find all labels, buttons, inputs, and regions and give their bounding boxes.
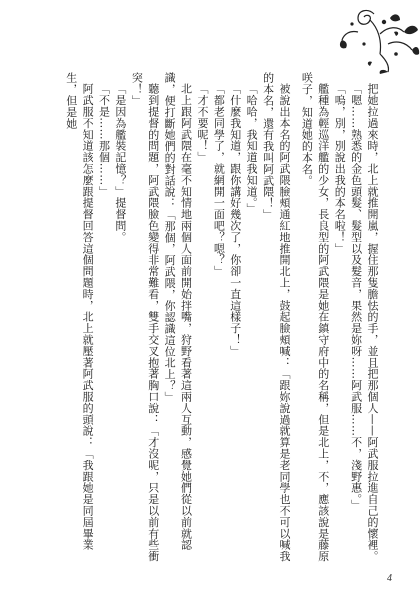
page-number: 4 (387, 573, 392, 584)
paragraph: 聽到提督的問題，阿武隈臉色變得非常難看，雙手交叉抱著胸口說：「才沒呢，只是以前有些衝突！」 (130, 72, 160, 562)
paragraph: 「哈哈，我知道我知道。」 (245, 83, 259, 215)
paragraph: 「嗯……熟悉的金色頭髮、髮型以及髮音，果然是妳呀……阿武服……不，淺野惠。」 (349, 83, 363, 511)
paragraph: 阿武服不知道該怎麼跟提督回答這個問題時，北上就壓著阿武服的頭說：「我跟她是同屆畢業生，但是她 (64, 72, 95, 551)
paragraph: 「不是……那個……」 (97, 83, 111, 197)
paragraph: 北上跟阿武隈在毫不知情地兩個人面前開始拌嘴，狩野看著這兩人互動，感覺她們從以前就認識，便打斷她們的對話說：「那個，阿武隈，你認識這位北上？」 (163, 72, 193, 551)
paragraph: 「才不要呢！」 (195, 83, 209, 163)
paragraph: 把她拉過來時，北上就推開嵐，握住那隻膽怯的手，並且把那個人——阿武服拉進自己的懷裡。 (366, 83, 379, 562)
paragraph: 「嗚，別，別說出我的本名啦！」 (333, 83, 347, 254)
floral-ornament-icon (328, 4, 420, 74)
paragraph: 艦種為輕巡洋艦的少女，長良型的阿武隈是她在鎮守府中的名稱，但是北上，不，應該說是藤原咲子，知道她的本名。 (300, 72, 330, 562)
vertical-text-body (40, 72, 380, 570)
paragraph: 「是因為艦裝記憶？」提督問。 (113, 83, 127, 243)
paragraph: 「都老同學了，就網開一面吧？嗯？」 (212, 83, 226, 277)
paragraph: 被說出本名的阿武隈臉頰通紅地推開北上，鼓起臉頰喊：「跟妳說過就算是老同學也不可以喊我的本名，還有我叫阿武隈！」 (261, 72, 291, 562)
paragraph: 「什麼我知道，跟你講好幾次了，你卻一直這樣子！」 (228, 83, 242, 357)
